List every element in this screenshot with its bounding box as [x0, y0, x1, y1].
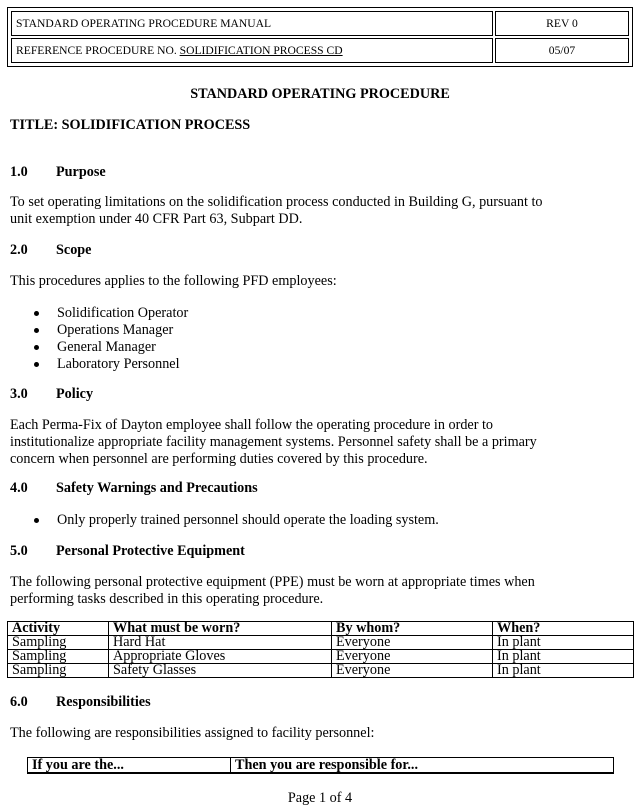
list-item: Laboratory Personnel — [10, 356, 625, 373]
section-number: 2.0 — [10, 242, 28, 258]
ppe-text — [10, 574, 625, 608]
list-item: Operations Manager — [10, 322, 625, 339]
list-item: Solidification Operator — [10, 305, 625, 322]
section-policy-heading — [10, 386, 625, 403]
scope-list — [10, 305, 625, 373]
column-header: What must be worn? — [109, 622, 332, 636]
section-number: 5.0 — [10, 543, 28, 559]
responsibilities-text: The following are responsibilities assigned to facility personnel: — [10, 725, 375, 741]
section-scope-heading — [10, 242, 625, 259]
revision-date: 05/07 — [495, 38, 629, 63]
responsibilities-table — [27, 757, 614, 774]
safety-list — [10, 512, 625, 529]
section-title: Scope — [56, 242, 92, 258]
table-cell: In plant — [493, 650, 634, 664]
section-ppe-heading — [10, 543, 625, 560]
table-cell: Hard Hat — [109, 636, 332, 650]
column-header: By whom? — [332, 622, 493, 636]
purpose-line: unit exemption under 40 CFR Part 63, Subpart DD. — [10, 211, 303, 227]
list-item: General Manager — [10, 339, 625, 356]
list-item: Only properly trained personnel should operate the loading system. — [10, 512, 625, 529]
section-number: 4.0 — [10, 480, 28, 496]
reference-procedure — [11, 38, 493, 63]
table-row — [8, 664, 634, 678]
policy-line: Each Perma-Fix of Dayton employee shall follow the operating procedure in order to — [10, 417, 494, 433]
table-cell: Everyone — [332, 650, 493, 664]
table-cell: In plant — [493, 636, 634, 650]
ppe-table — [7, 621, 634, 678]
section-title: Responsibilities — [56, 694, 151, 710]
table-cell: Sampling — [8, 636, 109, 650]
table-cell: Everyone — [332, 636, 493, 650]
section-safety-heading — [10, 480, 625, 497]
column-header: Activity — [8, 622, 109, 636]
section-title: Policy — [56, 386, 94, 402]
table-cell: Sampling — [8, 650, 109, 664]
manual-title: STANDARD OPERATING PROCEDURE MANUAL — [11, 11, 493, 36]
purpose-line: To set operating limitations on the solidification process conducted in Building G, pursuant to — [10, 194, 543, 210]
document-header — [7, 7, 633, 67]
policy-line: concern when personnel are performing duties covered by this procedure. — [10, 451, 428, 467]
table-cell: In plant — [493, 664, 634, 678]
ppe-line: The following personal protective equipment (PPE) must be worn at appropriate times when — [10, 574, 535, 590]
section-responsibilities-heading — [10, 694, 625, 711]
doc-heading: STANDARD OPERATING PROCEDURE — [190, 86, 450, 102]
section-title: Purpose — [56, 164, 106, 180]
scope-text: This procedures applies to the following PFD employees: — [10, 273, 337, 289]
policy-text — [10, 417, 625, 468]
reference-number: SOLIDIFICATION PROCESS CD — [179, 44, 343, 57]
section-number: 3.0 — [10, 386, 28, 402]
doc-title: TITLE: SOLIDIFICATION PROCESS — [10, 117, 251, 133]
section-purpose-heading — [10, 164, 625, 181]
revision: REV 0 — [495, 11, 629, 36]
section-number: 1.0 — [10, 164, 28, 180]
column-header: When? — [493, 622, 634, 636]
table-cell: Everyone — [332, 664, 493, 678]
section-title: Safety Warnings and Precautions — [56, 480, 258, 496]
table-cell: Sampling — [8, 664, 109, 678]
purpose-text — [10, 194, 625, 228]
section-title: Personal Protective Equipment — [56, 543, 245, 559]
table-header-row — [28, 758, 614, 774]
header-table — [9, 9, 631, 65]
reference-prefix: REFERENCE PROCEDURE NO. — [16, 44, 180, 57]
section-number: 6.0 — [10, 694, 28, 710]
column-header: Then you are responsible for... — [231, 758, 614, 774]
table-cell: Safety Glasses — [109, 664, 332, 678]
page-number: Page 1 of 4 — [287, 790, 353, 806]
table-cell: Appropriate Gloves — [109, 650, 332, 664]
policy-line: institutionalize appropriate facility management systems. Personnel safety shall be a primary — [10, 434, 537, 450]
column-header: If you are the... — [28, 758, 231, 774]
ppe-line: performing tasks described in this operating procedure. — [10, 591, 324, 607]
